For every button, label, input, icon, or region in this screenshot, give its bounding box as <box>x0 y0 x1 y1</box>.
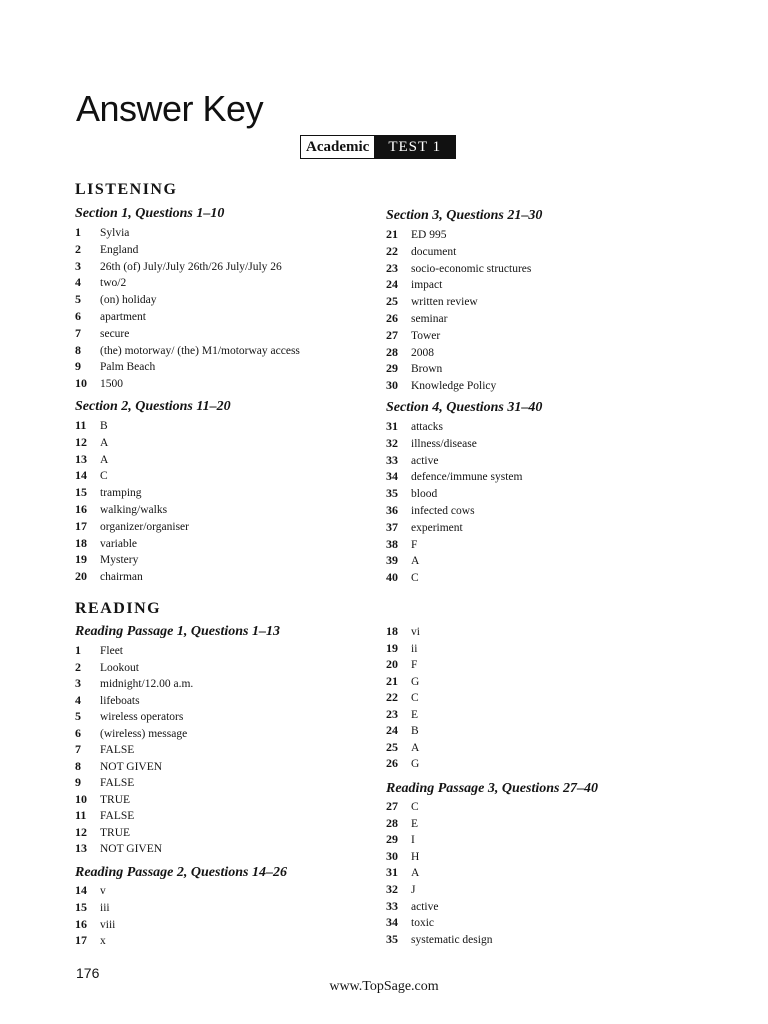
answer-text: G <box>411 675 420 688</box>
answer-text: impact <box>411 279 443 292</box>
answer-text: G <box>411 758 420 770</box>
question-number: 10 <box>75 791 87 806</box>
answer-text: Palm Beach <box>100 361 156 374</box>
answer-row <box>75 434 189 451</box>
answer-row <box>75 518 189 535</box>
answer-text: organizer/organiser <box>100 520 189 533</box>
question-number: 31 <box>386 419 398 433</box>
answer-row <box>75 932 115 949</box>
answer-text: document <box>411 245 457 258</box>
question-number: 34 <box>386 469 398 484</box>
answer-row <box>386 468 522 485</box>
passage-1-answers <box>75 642 193 857</box>
answer-text: TRUE <box>100 826 131 839</box>
question-number: 28 <box>386 815 398 830</box>
badge-academic-label: Academic <box>301 136 374 158</box>
listening-heading: LISTENING <box>75 181 178 198</box>
question-number: 7 <box>75 742 81 756</box>
answer-text: FALSE <box>100 744 135 756</box>
answer-row <box>386 739 420 756</box>
answer-text: NOT GIVEN <box>100 760 163 773</box>
answer-row <box>75 791 193 808</box>
answer-row <box>386 831 492 848</box>
answer-row <box>75 535 189 552</box>
question-number: 12 <box>75 824 87 839</box>
answer-text: 26th (of) July/July 26th/26 July/July 26 <box>100 260 282 273</box>
answer-row <box>75 840 193 857</box>
question-number: 24 <box>386 723 398 737</box>
section-1-answers <box>75 224 300 392</box>
question-number: 20 <box>75 569 87 584</box>
passage-3-answers <box>386 798 492 947</box>
question-number: 6 <box>75 308 81 323</box>
question-number: 37 <box>386 519 398 534</box>
answer-row <box>386 881 492 898</box>
answer-row <box>386 327 531 344</box>
answer-text: H <box>411 850 420 863</box>
answer-text: systematic design <box>411 933 493 946</box>
answer-text: Tower <box>411 329 441 342</box>
answer-text: A <box>411 867 420 880</box>
question-number: 10 <box>75 376 87 391</box>
answer-row <box>75 824 193 841</box>
answer-row <box>75 451 189 468</box>
answer-text: (wireless) message <box>100 727 188 740</box>
answer-text: 1500 <box>100 378 123 391</box>
answer-text: A <box>100 453 109 466</box>
answer-text: tramping <box>100 487 142 500</box>
question-number: 19 <box>386 640 398 655</box>
question-number: 33 <box>386 452 398 467</box>
answer-row <box>75 708 193 725</box>
question-number: 33 <box>386 898 398 913</box>
answer-row <box>75 675 193 692</box>
answer-text: J <box>411 883 416 896</box>
answer-row <box>75 916 115 933</box>
answer-text: two/2 <box>100 277 127 290</box>
answer-row <box>75 258 300 275</box>
answer-text: A <box>411 555 420 568</box>
question-number: 21 <box>386 673 398 688</box>
answer-row <box>386 864 492 881</box>
question-number: 11 <box>75 808 87 822</box>
answer-text: E <box>411 817 419 830</box>
answer-row <box>75 375 300 392</box>
answer-row <box>386 755 420 772</box>
question-number: 16 <box>75 501 87 516</box>
answer-row <box>386 452 522 469</box>
section-2-answers <box>75 417 189 585</box>
question-number: 31 <box>386 865 398 880</box>
question-number: 12 <box>75 434 87 449</box>
answer-text: (on) holiday <box>100 294 157 307</box>
answer-text: C <box>411 572 419 585</box>
answer-row <box>386 552 522 569</box>
answer-row <box>386 798 492 815</box>
answer-row <box>75 501 189 518</box>
answer-row <box>75 241 300 258</box>
badge-test-label: TEST 1 <box>374 136 455 158</box>
question-number: 25 <box>386 294 398 309</box>
question-number: 19 <box>75 552 87 567</box>
question-number: 15 <box>75 485 87 500</box>
test-badge <box>300 135 456 159</box>
question-number: 30 <box>386 848 398 863</box>
answer-text: B <box>100 420 108 432</box>
answer-row <box>386 722 420 739</box>
answer-row <box>386 815 492 832</box>
answer-row <box>75 291 300 308</box>
section-3-answers <box>386 226 531 394</box>
answer-text: 2008 <box>411 346 434 359</box>
question-number: 35 <box>386 931 398 946</box>
question-number: 32 <box>386 881 398 896</box>
answer-text: I <box>411 834 415 847</box>
answer-text: wireless operators <box>100 711 184 723</box>
answer-row <box>75 308 300 325</box>
section-2-title: Section 2, Questions 11–20 <box>75 399 231 414</box>
answer-row <box>386 689 420 706</box>
footer-url: www.TopSage.com <box>329 979 439 994</box>
question-number: 14 <box>75 468 87 483</box>
answer-row <box>75 642 193 659</box>
answer-row <box>386 418 522 435</box>
answer-row <box>75 807 193 824</box>
answer-text: A <box>411 741 420 754</box>
question-number: 22 <box>386 690 398 704</box>
answer-text: C <box>411 801 419 813</box>
section-4-title: Section 4, Questions 31–40 <box>386 400 543 415</box>
question-number: 17 <box>75 518 87 533</box>
question-number: 13 <box>75 841 87 855</box>
answer-row <box>386 276 531 293</box>
answer-row <box>386 226 531 243</box>
answer-row <box>386 435 522 452</box>
answer-text: toxic <box>411 917 434 930</box>
question-number: 14 <box>75 883 87 897</box>
answer-row <box>386 656 420 673</box>
answer-text: ii <box>411 642 418 655</box>
answer-text: B <box>411 725 419 737</box>
answer-text: Sylvia <box>100 227 130 239</box>
answer-text: vi <box>411 626 420 638</box>
answer-text: Lookout <box>100 661 139 674</box>
question-number: 20 <box>386 657 398 671</box>
answer-row <box>75 484 189 501</box>
question-number: 21 <box>386 227 398 241</box>
answer-row <box>386 673 420 690</box>
question-number: 29 <box>386 361 398 376</box>
question-number: 24 <box>386 277 398 292</box>
question-number: 16 <box>75 916 87 931</box>
answer-row <box>386 706 420 723</box>
question-number: 11 <box>75 418 87 432</box>
answer-text: attacks <box>411 421 443 433</box>
answer-row <box>75 899 115 916</box>
answer-row <box>75 551 189 568</box>
question-number: 38 <box>386 536 398 551</box>
question-number: 2 <box>75 241 81 256</box>
answer-row <box>75 274 300 291</box>
answer-text: F <box>411 538 418 551</box>
answer-text: England <box>100 243 139 256</box>
question-number: 5 <box>75 292 81 307</box>
answer-text: E <box>411 708 419 721</box>
answer-row <box>75 342 300 359</box>
answer-text: walking/walks <box>100 503 168 516</box>
question-number: 5 <box>75 709 81 723</box>
question-number: 39 <box>386 553 398 568</box>
question-number: 6 <box>75 725 81 740</box>
question-number: 9 <box>75 359 81 374</box>
passage-2-answers-right <box>386 623 420 772</box>
question-number: 27 <box>386 327 398 342</box>
answer-text: A <box>100 436 109 449</box>
answer-row <box>386 931 492 948</box>
answer-row <box>386 485 522 502</box>
answer-row <box>75 758 193 775</box>
answer-text: socio-economic structures <box>411 262 532 275</box>
question-number: 8 <box>75 342 81 357</box>
answer-row <box>75 358 300 375</box>
answer-text: FALSE <box>100 810 135 822</box>
answer-row <box>75 417 189 434</box>
answer-row <box>386 293 531 310</box>
answer-text: active <box>411 454 439 467</box>
answer-text: C <box>411 692 419 704</box>
answer-row <box>386 898 492 915</box>
answer-row <box>75 325 300 342</box>
question-number: 1 <box>75 643 81 657</box>
question-number: 23 <box>386 706 398 721</box>
question-number: 4 <box>75 692 81 707</box>
question-number: 29 <box>386 832 398 847</box>
question-number: 4 <box>75 275 81 290</box>
question-number: 22 <box>386 243 398 258</box>
answer-row <box>386 536 522 553</box>
question-number: 3 <box>75 676 81 690</box>
answer-text: written review <box>411 296 478 309</box>
question-number: 25 <box>386 739 398 754</box>
answer-row <box>75 467 189 484</box>
question-number: 13 <box>75 451 87 466</box>
answer-text: experiment <box>411 521 463 534</box>
answer-text: Knowledge Policy <box>411 380 497 393</box>
answer-row <box>386 377 531 394</box>
answer-text: lifeboats <box>100 694 140 707</box>
section-1-title: Section 1, Questions 1–10 <box>75 206 225 221</box>
answer-row <box>386 260 531 277</box>
question-number: 27 <box>386 799 398 813</box>
answer-row <box>386 640 420 657</box>
question-number: 1 <box>75 225 81 239</box>
answer-row <box>386 344 531 361</box>
answer-text: infected cows <box>411 504 475 517</box>
answer-text: illness/disease <box>411 437 477 450</box>
question-number: 36 <box>386 502 398 517</box>
question-number: 9 <box>75 775 81 789</box>
answer-text: NOT GIVEN <box>100 843 163 855</box>
question-number: 30 <box>386 378 398 393</box>
answer-text: ED 995 <box>411 229 447 241</box>
passage-2-title: Reading Passage 2, Questions 14–26 <box>75 865 287 880</box>
answer-text: Brown <box>411 363 443 376</box>
answer-row <box>75 774 193 791</box>
question-number: 26 <box>386 756 398 770</box>
answer-row <box>75 568 189 585</box>
question-number: 35 <box>386 486 398 501</box>
passage-1-title: Reading Passage 1, Questions 1–13 <box>75 624 280 639</box>
answer-text: seminar <box>411 312 448 325</box>
answer-text: iii <box>100 901 110 914</box>
answer-text: active <box>411 900 439 913</box>
answer-text: Mystery <box>100 554 139 567</box>
answer-text: chairman <box>100 571 143 584</box>
answer-row <box>386 848 492 865</box>
answer-text: C <box>100 470 108 483</box>
answer-row <box>386 519 522 536</box>
section-4-answers <box>386 418 522 586</box>
answer-row <box>75 741 193 758</box>
section-3-title: Section 3, Questions 21–30 <box>386 208 543 223</box>
page-number: 176 <box>76 965 100 981</box>
answer-text: x <box>100 935 106 948</box>
answer-row <box>386 360 531 377</box>
answer-text: blood <box>411 488 438 501</box>
answer-text: v <box>100 885 106 897</box>
passage-2-answers-left <box>75 882 115 949</box>
question-number: 28 <box>386 344 398 359</box>
answer-row <box>75 659 193 676</box>
question-number: 3 <box>75 258 81 273</box>
question-number: 32 <box>386 435 398 450</box>
question-number: 17 <box>75 933 87 948</box>
page-title: Answer Key <box>76 88 264 129</box>
answer-row <box>75 882 115 899</box>
answer-text: defence/immune system <box>411 471 523 484</box>
question-number: 18 <box>386 624 398 638</box>
question-number: 26 <box>386 310 398 325</box>
answer-row <box>386 914 492 931</box>
answer-text: (the) motorway/ (the) M1/motorway access <box>100 344 300 357</box>
answer-text: apartment <box>100 310 146 323</box>
reading-heading: READING <box>75 600 162 617</box>
answer-row <box>75 692 193 709</box>
answer-row <box>386 502 522 519</box>
answer-row <box>386 243 531 260</box>
answer-text: midnight/12.00 a.m. <box>100 678 194 690</box>
question-number: 18 <box>75 535 87 550</box>
passage-3-title: Reading Passage 3, Questions 27–40 <box>386 781 598 796</box>
answer-row <box>386 623 420 640</box>
answer-text: Fleet <box>100 645 123 657</box>
answer-text: F <box>411 659 418 671</box>
question-number: 7 <box>75 325 81 340</box>
question-number: 34 <box>386 915 398 930</box>
answer-text: TRUE <box>100 793 131 806</box>
question-number: 40 <box>386 570 398 585</box>
answer-text: viii <box>100 918 116 931</box>
answer-row <box>386 310 531 327</box>
answer-text: secure <box>100 327 130 340</box>
question-number: 15 <box>75 899 87 914</box>
answer-text: variable <box>100 537 138 550</box>
question-number: 2 <box>75 659 81 674</box>
question-number: 8 <box>75 758 81 773</box>
question-number: 23 <box>386 260 398 275</box>
answer-row <box>75 725 193 742</box>
answer-row <box>386 569 522 586</box>
answer-text: FALSE <box>100 777 135 789</box>
answer-row <box>75 224 300 241</box>
